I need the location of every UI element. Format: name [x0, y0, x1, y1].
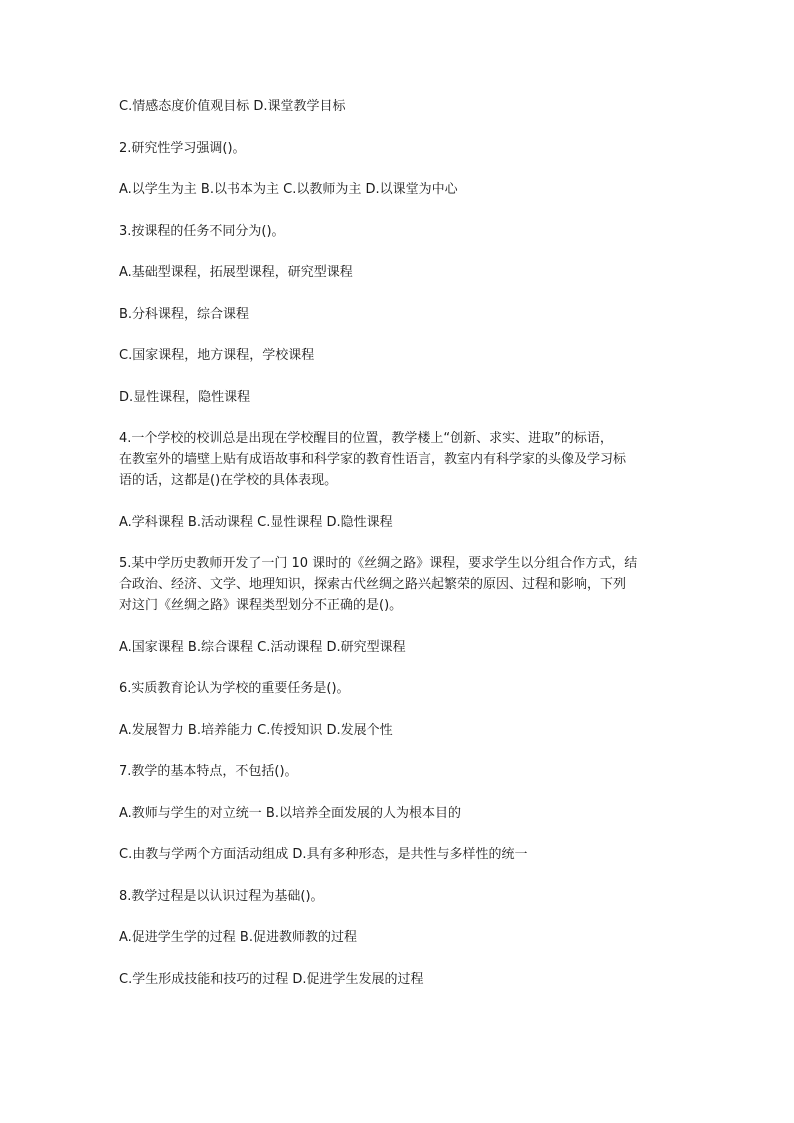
q4-stem-line: 语的话，这都是()在学校的具体表现。: [119, 473, 338, 488]
q4-options: A.学科课程 B.活动课程 C.显性课程 D.隐性课程: [119, 514, 393, 530]
q5-stem: [119, 553, 679, 616]
q8-stem: 8.教学过程是以认识过程为基础()。: [119, 888, 324, 904]
q3-option-a: A.基础型课程，拓展型课程，研究型课程: [119, 265, 353, 280]
q5-options: A.国家课程 B.综合课程 C.活动课程 D.研究型课程: [119, 639, 406, 655]
q6-options: A.发展智力 B.培养能力 C.传授知识 D.发展个性: [119, 722, 393, 738]
q8-options-cd: C.学生形成技能和技巧的过程 D.促进学生发展的过程: [119, 971, 424, 987]
q4-stem: [119, 428, 679, 491]
q7-options-cd: C.由教与学两个方面活动组成 D.具有多种形态，是共性与多样性的统一: [119, 847, 528, 862]
q7-options-ab: A.教师与学生的对立统一 B.以培养全面发展的人为根本目的: [119, 805, 461, 821]
q5-stem-line: 5.某中学历史教师开发了一门 10 课时的《丝绸之路》课程，要求学生以分组合作方式，结: [119, 556, 638, 571]
q3-option-d: D.显性课程，隐性课程: [119, 389, 251, 405]
q4-stem-line: 4.一个学校的校训总是出现在学校醒目的位置，教学楼上“创新、求实、进取”的标语，: [119, 431, 613, 446]
q8-options-ab: A.促进学生学的过程 B.促进教师教的过程: [119, 930, 357, 945]
q4-stem-line: 在教室外的墙壁上贴有成语故事和科学家的教育性语言，教室内有科学家的头像及学习标: [119, 452, 627, 467]
q7-stem: 7.教学的基本特点，不包括()。: [119, 764, 298, 779]
q6-stem: 6.实质教育论认为学校的重要任务是()。: [119, 681, 350, 696]
q3-stem: 3.按课程的任务不同分为()。: [119, 223, 285, 239]
q3-option-b: B.分科课程，综合课程: [119, 306, 250, 322]
q5-stem-line: 合政治、经济、文学、地理知识，探索古代丝绸之路兴起繁荣的原因、过程和影响，下列: [119, 577, 627, 592]
q3-option-c: C.国家课程，地方课程，学校课程: [119, 348, 315, 363]
question-content: [119, 96, 679, 990]
q2-options: A.以学生为主 B.以书本为主 C.以教师为主 D.以课堂为中心: [119, 182, 458, 197]
q5-stem-line: 对这门《丝绸之路》课程类型划分不正确的是()。: [119, 598, 403, 613]
q2-stem: 2.研究性学习强调()。: [119, 140, 246, 156]
q1-options-cd: C.情感态度价值观目标 D.课堂教学目标: [119, 99, 346, 114]
